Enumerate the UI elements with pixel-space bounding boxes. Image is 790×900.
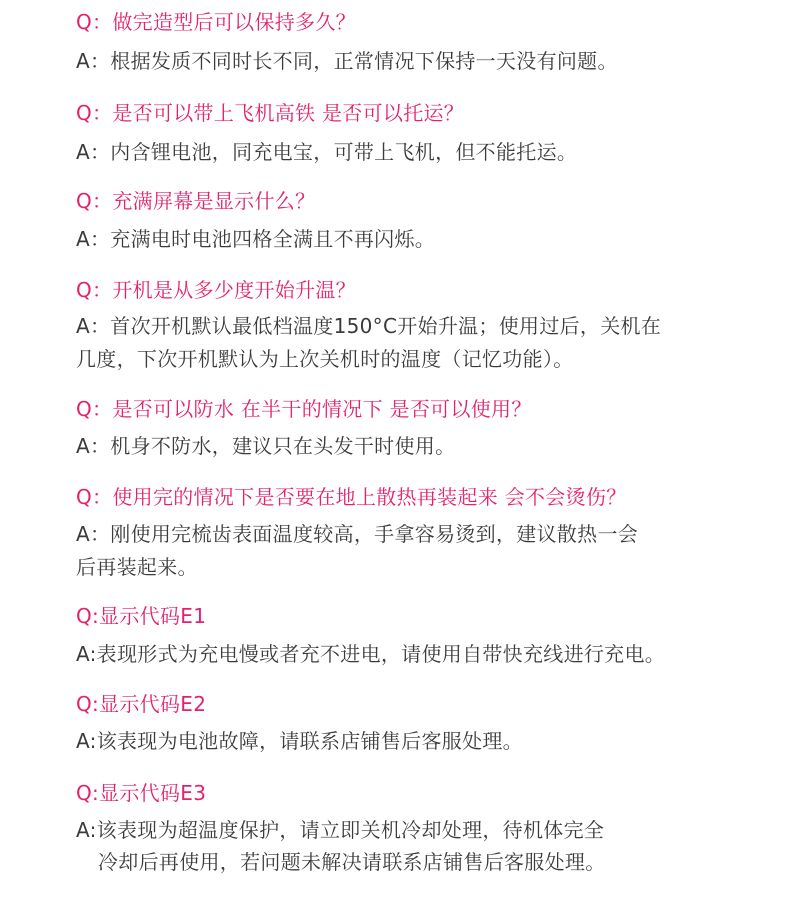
faq-answer: A：机身不防水，建议只在头发干时使用。 (76, 434, 456, 458)
faq-answer: A：首次开机默认最低档温度150°C开始升温；使用过后，关机在 (76, 314, 662, 338)
faq-answer: A：内含锂电池，同充电宝，可带上飞机，但不能托运。 (76, 140, 578, 164)
faq-answer: A：根据发质不同时长不同，正常情况下保持一天没有问题。 (76, 49, 618, 73)
faq-question: Q:显示代码E2 (76, 692, 207, 716)
faq-answer: A:该表现为电池故障，请联系店铺售后客服处理。 (76, 729, 523, 753)
faq-answer: A：充满电时电池四格全满且不再闪烁。 (76, 227, 436, 251)
faq-answer-continued: 几度，下次开机默认为上次关机时的温度（记忆功能）。 (76, 347, 574, 371)
faq-answer-continued: 冷却后再使用，若问题未解决请联系店铺售后客服处理。 (98, 850, 606, 874)
faq-question: Q：充满屏幕是显示什么？ (76, 189, 316, 213)
faq-answer: A:该表现为超温度保护，请立即关机冷却处理，待机体完全 (76, 818, 605, 842)
faq-question: Q:显示代码E3 (76, 781, 207, 805)
faq-question: Q:显示代码E1 (76, 604, 207, 628)
faq-answer: A：刚使用完梳齿表面温度较高，手拿容易烫到，建议散热一会 (76, 522, 639, 546)
faq-question: Q：使用完的情况下是否要在地上散热再装起来 会不会烫伤？ (76, 485, 627, 509)
faq-question: Q：是否可以防水 在半干的情况下 是否可以使用？ (76, 397, 532, 421)
faq-answer: A:表现形式为充电慢或者充不进电，请使用自带快充线进行充电。 (76, 642, 666, 666)
faq-answer-continued: 后再装起来。 (76, 555, 198, 579)
faq-question: Q：开机是从多少度开始升温？ (76, 278, 356, 302)
faq-question: Q：做完造型后可以保持多久？ (76, 10, 356, 34)
faq-question: Q：是否可以带上飞机高铁 是否可以托运？ (76, 101, 465, 125)
